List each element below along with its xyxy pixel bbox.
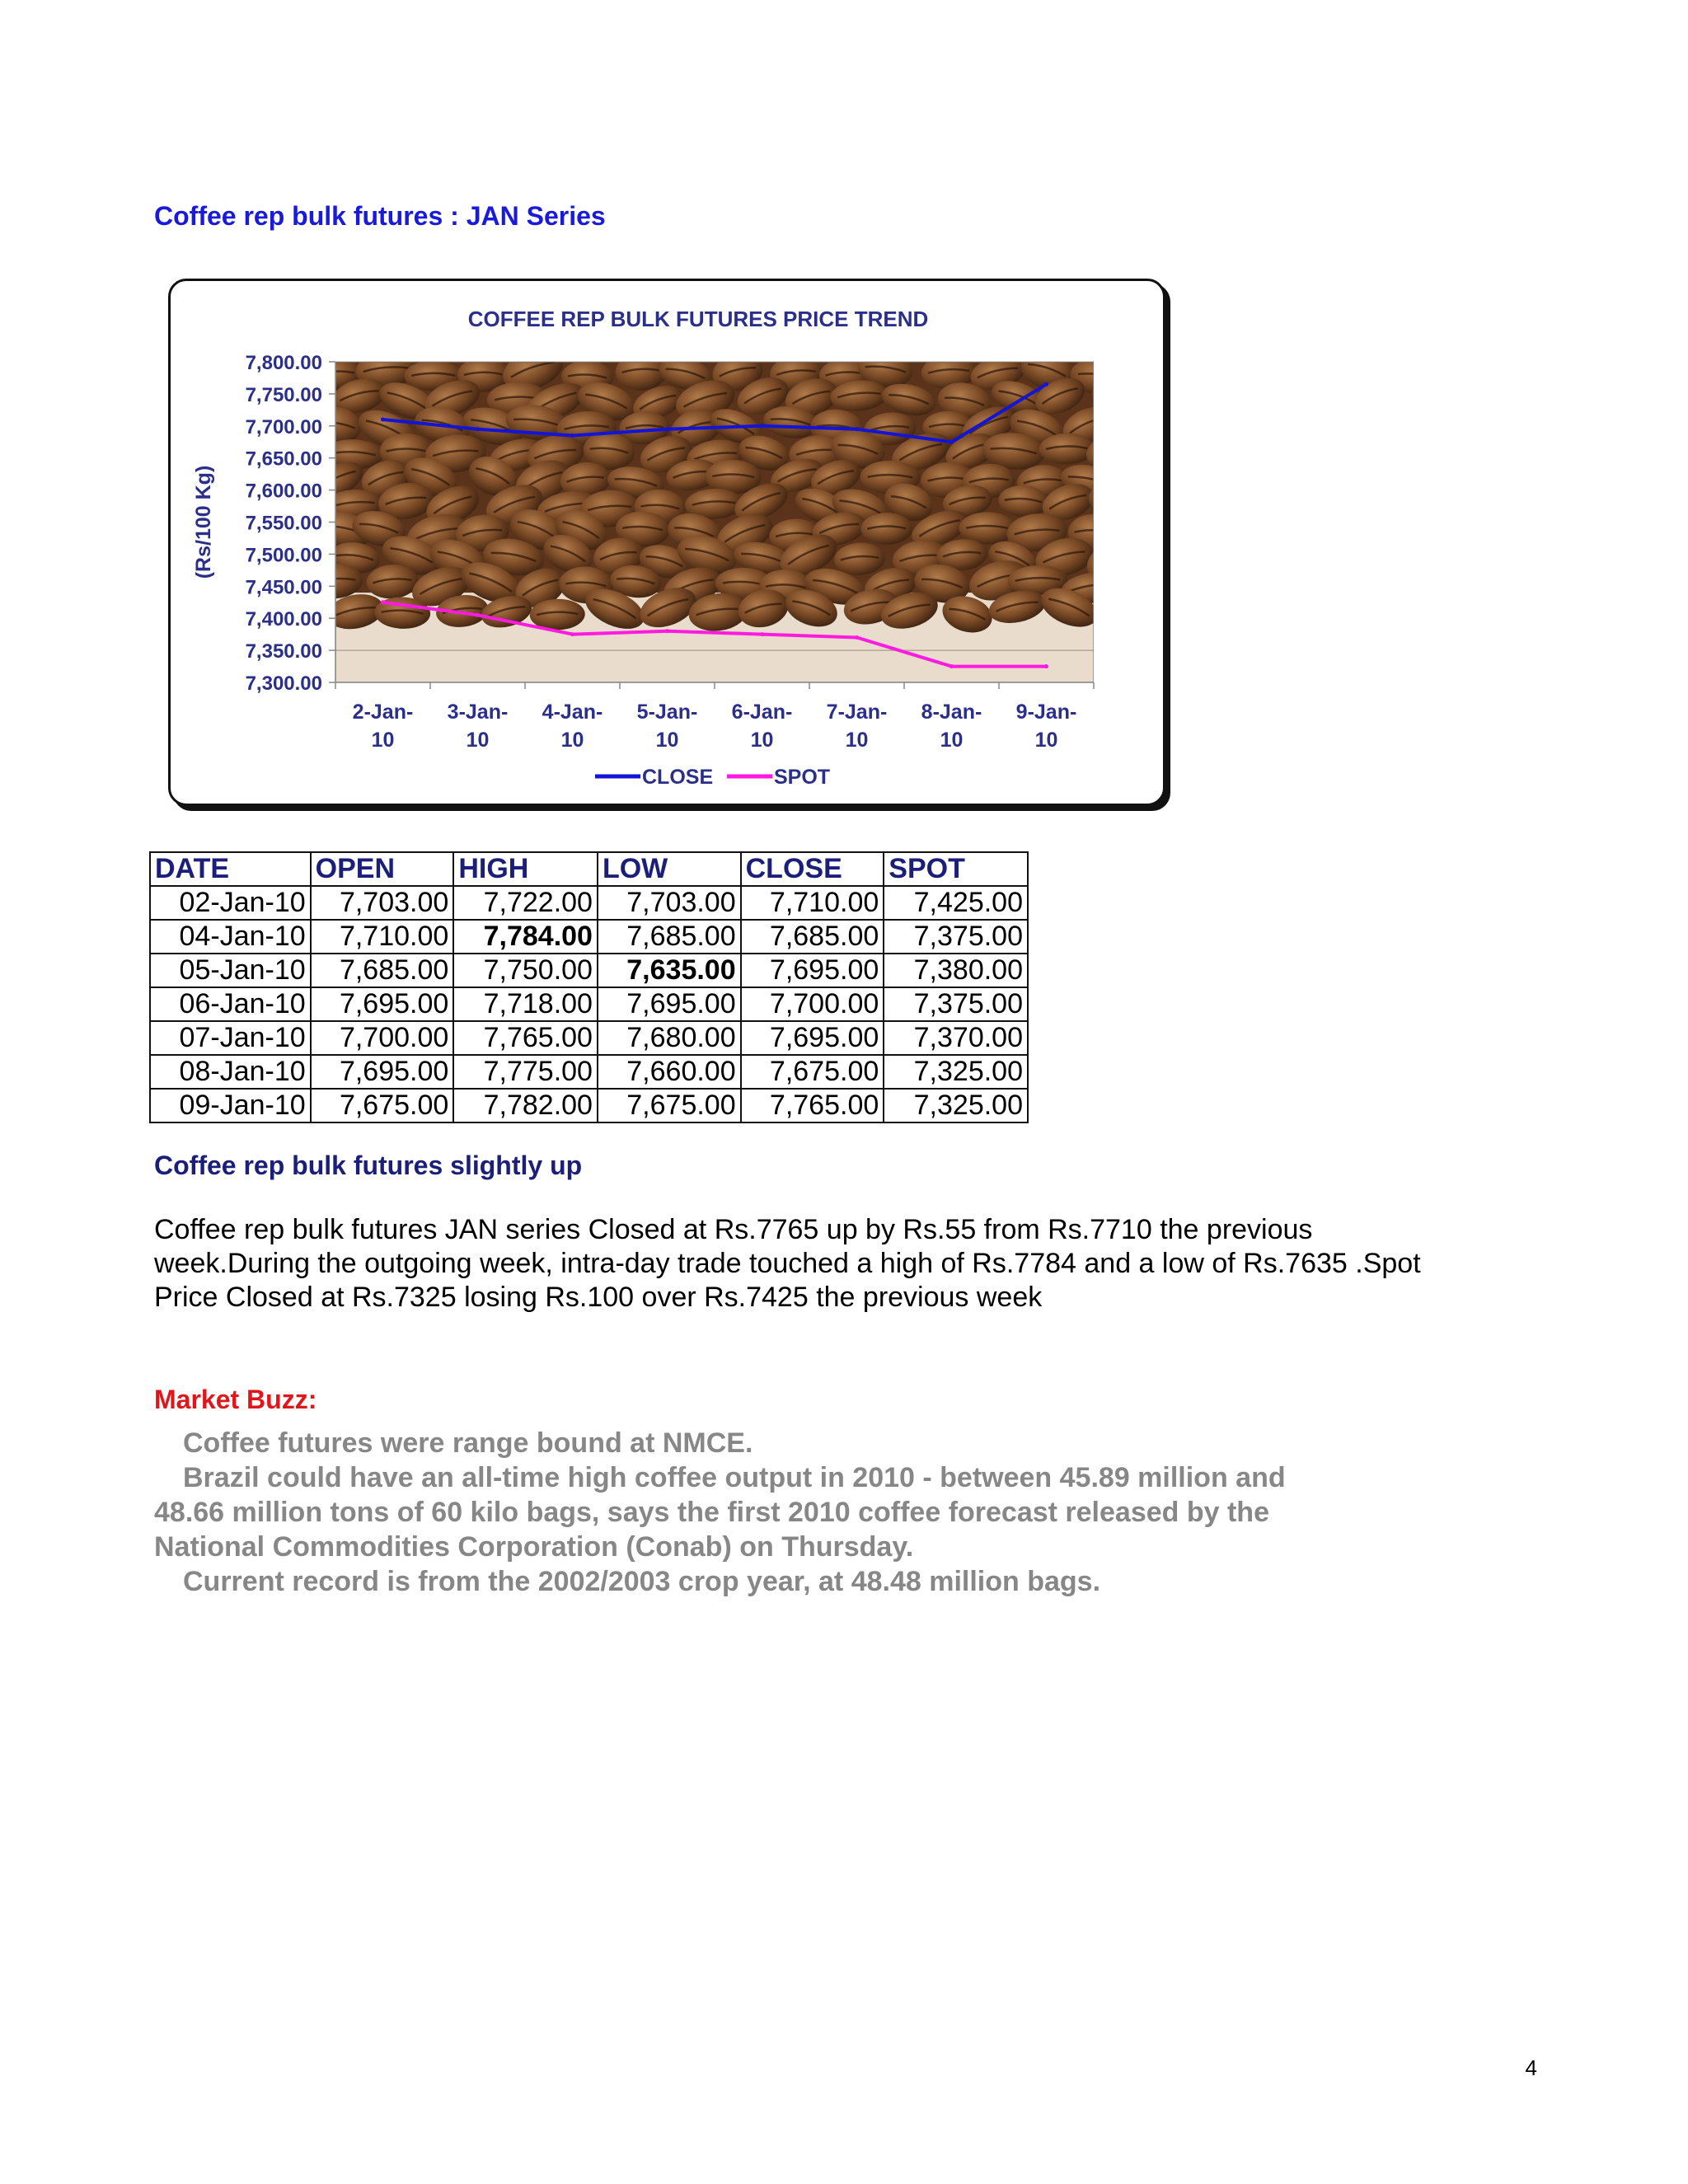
data-point-spot xyxy=(950,664,954,668)
cell-high: 7,722.00 xyxy=(453,886,598,920)
coffee-bean xyxy=(1094,587,1151,634)
cell-spot: 7,325.00 xyxy=(884,1089,1028,1122)
cell-close: 7,685.00 xyxy=(741,920,884,954)
x-tick-label: 9-Jan-10 xyxy=(1015,701,1077,752)
cell-close: 7,710.00 xyxy=(741,886,884,920)
data-point-spot xyxy=(1044,664,1048,668)
table-row xyxy=(150,954,1028,987)
buzz-item: Current record is from the 2002/2003 crop year, at 48.48 million bags. xyxy=(183,1566,1101,1597)
summary-line: week.During the outgoing week, intra-day trade touched a high of Rs.7784 and a low of Rs.7635 .Spot xyxy=(154,1248,1421,1279)
data-point-close xyxy=(381,418,385,422)
y-tick-label: 7,450.00 xyxy=(245,576,322,599)
chart-canvas xyxy=(171,281,1168,808)
data-point-spot xyxy=(381,600,385,604)
data-point-close xyxy=(570,434,574,438)
page-heading: Coffee rep bulk futures : JAN Series xyxy=(154,201,606,231)
cell-high: 7,718.00 xyxy=(453,987,598,1021)
x-tick-label: 2-Jan-10 xyxy=(352,701,414,752)
header-spot: SPOT xyxy=(884,852,1028,886)
legend-label-spot: SPOT xyxy=(774,766,831,789)
data-point-spot xyxy=(855,635,859,640)
cell-spot: 7,380.00 xyxy=(884,954,1028,987)
table-row xyxy=(150,987,1028,1021)
cell-low: 7,635.00 xyxy=(598,954,741,987)
y-tick-label: 7,500.00 xyxy=(245,544,322,567)
data-point-close xyxy=(760,424,764,428)
y-tick-label: 7,350.00 xyxy=(245,640,322,663)
cell-date: 09-Jan-10 xyxy=(150,1089,311,1122)
cell-high: 7,750.00 xyxy=(453,954,598,987)
x-tick-label: 5-Jan-10 xyxy=(636,701,698,752)
cell-close: 7,695.00 xyxy=(741,954,884,987)
cell-spot: 7,425.00 xyxy=(884,886,1028,920)
data-point-spot xyxy=(570,632,574,636)
y-tick-label: 7,550.00 xyxy=(245,512,322,535)
cell-close: 7,675.00 xyxy=(741,1055,884,1089)
cell-low: 7,685.00 xyxy=(598,920,741,954)
summary-paragraph xyxy=(154,1213,1440,1315)
chart-legend xyxy=(595,766,830,789)
header-high: HIGH xyxy=(453,852,598,886)
cell-spot: 7,375.00 xyxy=(884,987,1028,1021)
cell-low: 7,675.00 xyxy=(598,1089,741,1122)
y-tick-label: 7,300.00 xyxy=(245,673,322,695)
x-tick-label: 7-Jan-10 xyxy=(826,701,888,752)
x-tick-label: 6-Jan-10 xyxy=(731,701,793,752)
y-tick-label: 7,650.00 xyxy=(245,448,322,471)
x-tick-label: 8-Jan-10 xyxy=(921,701,982,752)
y-axis-label: (Rs/100 Kg) xyxy=(192,465,215,579)
summary-line: Coffee rep bulk futures JAN series Closed at Rs.7765 up by Rs.55 from Rs.7710 the previous xyxy=(154,1214,1313,1245)
x-tick-label: 4-Jan-10 xyxy=(542,701,603,752)
cell-high: 7,784.00 xyxy=(453,920,598,954)
y-tick-label: 7,700.00 xyxy=(245,415,322,438)
price-table xyxy=(149,851,1029,1123)
cell-open: 7,700.00 xyxy=(311,1021,454,1055)
cell-low: 7,660.00 xyxy=(598,1055,741,1089)
summary-title: Coffee rep bulk futures slightly up xyxy=(154,1151,583,1180)
cell-high: 7,775.00 xyxy=(453,1055,598,1089)
market-buzz-list xyxy=(154,1426,1357,1599)
y-tick-label: 7,400.00 xyxy=(245,608,322,631)
market-buzz-title: Market Buzz: xyxy=(154,1385,317,1414)
cell-open: 7,695.00 xyxy=(311,987,454,1021)
data-point-spot xyxy=(476,613,480,617)
chart-title: COFFEE REP BULK FUTURES PRICE TREND xyxy=(467,307,929,331)
table-row xyxy=(150,1089,1028,1122)
page-number: 4 xyxy=(1525,2055,1537,2080)
coffee-bean xyxy=(1087,374,1150,425)
cell-open: 7,710.00 xyxy=(311,920,454,954)
cell-low: 7,703.00 xyxy=(598,886,741,920)
data-point-spot xyxy=(665,629,669,633)
table-row xyxy=(150,886,1028,920)
cell-close: 7,700.00 xyxy=(741,987,884,1021)
header-date: DATE xyxy=(150,852,311,886)
cell-date: 07-Jan-10 xyxy=(150,1021,311,1055)
cell-open: 7,675.00 xyxy=(311,1089,454,1122)
cell-open: 7,703.00 xyxy=(311,886,454,920)
data-point-close xyxy=(1044,382,1048,387)
data-point-close xyxy=(476,427,480,431)
cell-spot: 7,375.00 xyxy=(884,920,1028,954)
table-row xyxy=(150,920,1028,954)
header-open: OPEN xyxy=(311,852,454,886)
header-close: CLOSE xyxy=(741,852,884,886)
table-header-row xyxy=(150,852,1028,886)
data-point-close xyxy=(665,427,669,431)
coffee-beans-background xyxy=(305,342,1151,682)
buzz-item: Coffee futures were range bound at NMCE. xyxy=(183,1427,753,1459)
y-tick-label: 7,750.00 xyxy=(245,383,322,406)
legend-label-close: CLOSE xyxy=(642,766,714,789)
cell-low: 7,695.00 xyxy=(598,987,741,1021)
cell-date: 08-Jan-10 xyxy=(150,1055,311,1089)
cell-high: 7,782.00 xyxy=(453,1089,598,1122)
data-point-spot xyxy=(760,632,764,636)
data-point-close xyxy=(855,427,859,431)
cell-spot: 7,325.00 xyxy=(884,1055,1028,1089)
cell-low: 7,680.00 xyxy=(598,1021,741,1055)
buzz-item: Brazil could have an all-time high coffee output in 2010 - between 45.89 million and 48.66 million tons of 60 kilo bags, says the first 2010 coffee forecast released by the National Commodities Corporation (Conab) on Thursday. xyxy=(154,1462,1286,1563)
cell-close: 7,695.00 xyxy=(741,1021,884,1055)
x-tick-label: 3-Jan-10 xyxy=(447,701,509,752)
table-row xyxy=(150,1021,1028,1055)
y-tick-label: 7,800.00 xyxy=(245,352,322,374)
data-point-close xyxy=(950,440,954,444)
cell-date: 05-Jan-10 xyxy=(150,954,311,987)
price-trend-chart xyxy=(168,279,1165,806)
cell-close: 7,765.00 xyxy=(741,1089,884,1122)
table-row xyxy=(150,1055,1028,1089)
cell-open: 7,695.00 xyxy=(311,1055,454,1089)
summary-line: Price Closed at Rs.7325 losing Rs.100 over Rs.7425 the previous week xyxy=(154,1282,1043,1313)
header-low: LOW xyxy=(598,852,741,886)
coffee-bean xyxy=(1085,479,1147,523)
cell-open: 7,685.00 xyxy=(311,954,454,987)
cell-spot: 7,370.00 xyxy=(884,1021,1028,1055)
cell-date: 06-Jan-10 xyxy=(150,987,311,1021)
cell-high: 7,765.00 xyxy=(453,1021,598,1055)
cell-date: 04-Jan-10 xyxy=(150,920,311,954)
y-tick-label: 7,600.00 xyxy=(245,480,322,503)
cell-date: 02-Jan-10 xyxy=(150,886,311,920)
